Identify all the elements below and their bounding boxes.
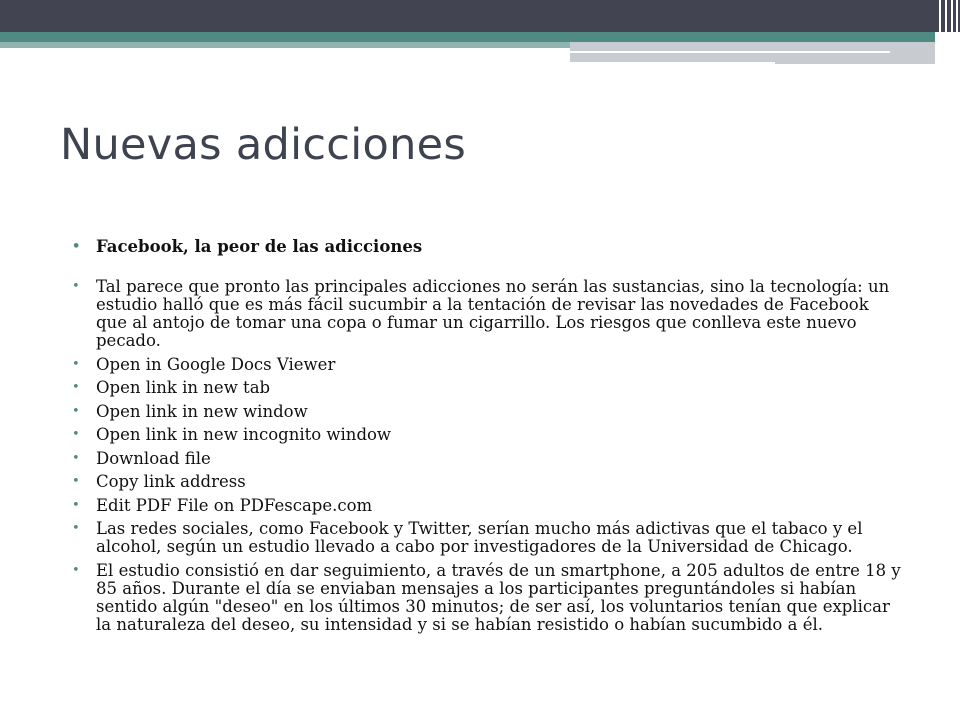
bullet-item-link: • Open in Google Docs Viewer — [72, 356, 902, 374]
bullet-item: • Facebook, la peor de las adicciones — [72, 238, 902, 256]
bullet-item-link: • Download file — [72, 450, 902, 468]
bullet-item-link: • Open link in new incognito window — [72, 426, 902, 444]
slide-title: Nuevas adicciones — [60, 120, 467, 170]
header-line — [570, 51, 890, 53]
header-band-teal-light — [0, 42, 570, 48]
bullet-item-link: • Open link in new window — [72, 403, 902, 421]
bullet-item-link: • Copy link address — [72, 473, 902, 491]
bullet-item: • Tal parece que pronto las principales adicciones no serán las sustancias, sino la tecnología: un estudio halló que es más fácil sucumbir a la tentación de revisar las novedades de Facebook que al antojo de tomar una copa o fumar un cigarrillo. Los riesgos que conlleva este nuevo pecado. — [72, 278, 902, 350]
header-vertical-bars — [935, 0, 960, 64]
header-line-short — [570, 62, 775, 64]
bullet-list — [72, 238, 902, 639]
header-band-gray — [570, 42, 935, 64]
bullet-item: • El estudio consistió en dar seguimiento, a través de un smartphone, a 205 adultos de entre 18 y 85 años. Durante el día se enviaban mensajes a los participantes preguntándoles si habían sentido algún "deseo" en los últimos 30 minutos; de ser así, los voluntarios tenían que explicar la naturaleza del deseo, su intensidad y si se habían resistido o habían sucumbido a él. — [72, 562, 902, 634]
bullet-item: • Las redes sociales, como Facebook y Twitter, serían mucho más adictivas que el tabaco y el alcohol, según un estudio llevado a cabo por investigadores de la Universidad de Chicago. — [72, 520, 902, 556]
bullet-item-link: • Edit PDF File on PDFescape.com — [72, 497, 902, 515]
header-band-teal — [0, 32, 935, 42]
header-band-dark — [0, 0, 960, 32]
bullet-item-link: • Open link in new tab — [72, 379, 902, 397]
